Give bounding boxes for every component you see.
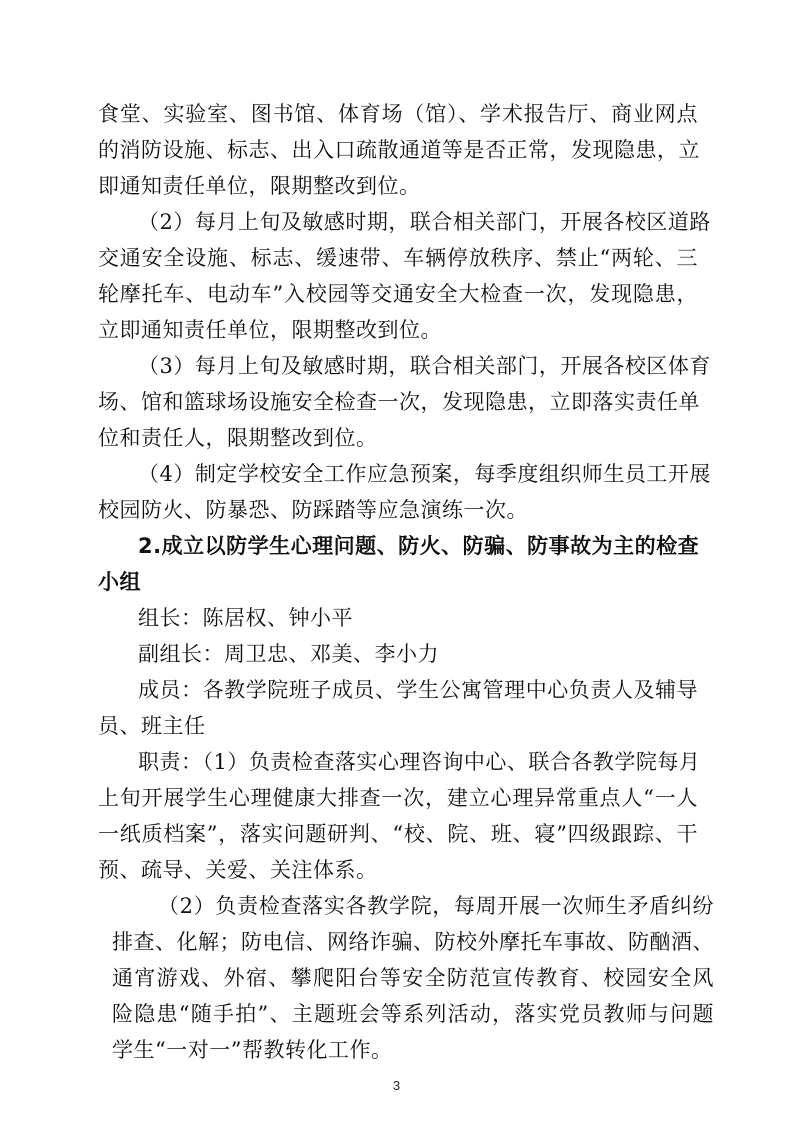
body-line: 成员：各教学院班子成员、学生公寓管理中心负责人及辅导 [138, 678, 698, 702]
body-line: 交通安全设施、标志、缓速带、车辆停放秩序、禁止“两轮、三 [98, 246, 698, 270]
body-line: 员、班主任 [98, 714, 206, 738]
body-line: 险隐患“随手拍”、主题班会等系列活动，落实党员教师与问题 [112, 1002, 714, 1026]
body-line: 轮摩托车、电动车”入校园等交通安全大检查一次，发现隐患， [98, 282, 698, 306]
section-heading: 2.成立以防学生心理问题、防火、防骗、防事故为主的检查 [138, 534, 700, 558]
body-line: 校园防火、防暴恐、防踩踏等应急演练一次。 [98, 498, 528, 522]
body-line: 场、馆和篮球场设施安全检查一次，发现隐患，立即落实责任单 [98, 390, 700, 414]
section-heading: 小组 [98, 570, 141, 594]
body-line: 位和责任人，限期整改到位。 [98, 426, 378, 450]
page-number: 3 [392, 1078, 401, 1093]
body-line: 即通知责任单位，限期整改到位。 [98, 174, 421, 198]
body-line: （2）每月上旬及敏感时期，联合相关部门，开展各校区道路 [138, 210, 711, 234]
body-line: 预、疏导、关爱、关注体系。 [98, 858, 378, 882]
body-line: 通宵游戏、外宿、攀爬阳台等安全防范宣传教育、校园安全风 [112, 966, 714, 990]
body-line: 学生“一对一”帮教转化工作。 [112, 1038, 393, 1062]
body-line: 职责：（1）负责检查落实心理咨询中心、联合各教学院每月 [138, 750, 701, 774]
body-line: 立即通知责任单位，限期整改到位。 [98, 318, 442, 342]
body-line: （2）负责检查落实各教学院，每周开展一次师生矛盾纠纷 [158, 894, 714, 918]
body-line: 排查、化解；防电信、网络诈骗、防校外摩托车事故、防酗酒、 [112, 930, 714, 954]
body-line: 食堂、实验室、图书馆、体育场（馆）、学术报告厅、商业网点 [98, 102, 698, 126]
body-line: （4）制定学校安全工作应急预案，每季度组织师生员工开展 [138, 462, 711, 486]
body-line: 的消防设施、标志、出入口疏散通道等是否正常，发现隐患，立 [98, 138, 700, 162]
body-line: （3）每月上旬及敏感时期，联合相关部门，开展各校区体育 [138, 354, 711, 378]
body-line: 一纸质档案”，落实问题研判、“校、院、班、寝”四级跟踪、干 [98, 822, 698, 846]
body-line: 组长：陈居权、钟小平 [138, 606, 353, 630]
body-line: 上旬开展学生心理健康大排查一次，建立心理异常重点人“一人 [98, 786, 698, 810]
body-line: 副组长：周卫忠、邓美、李小力 [138, 642, 439, 666]
